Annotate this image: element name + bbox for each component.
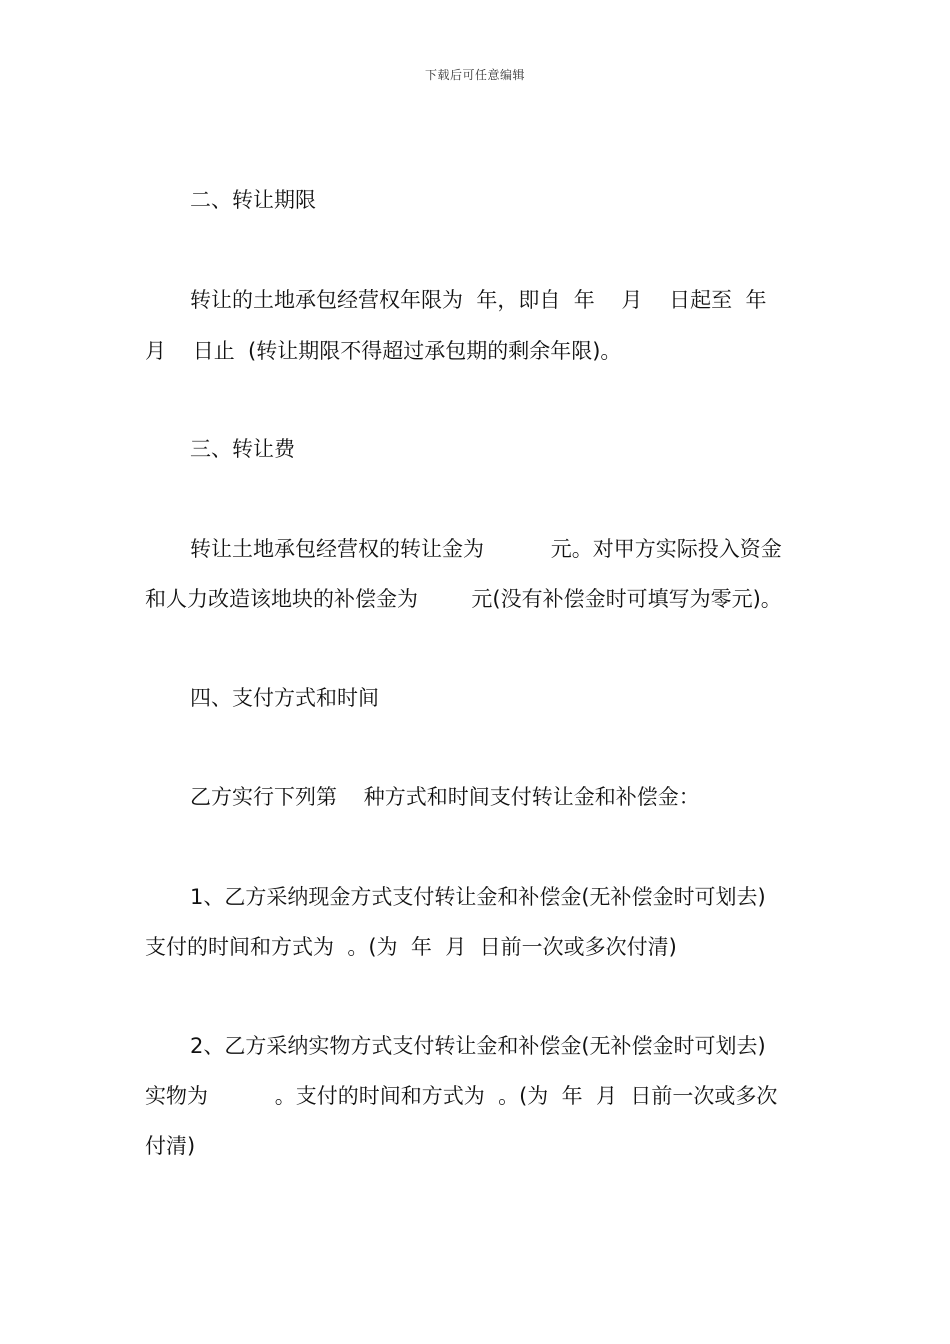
section-4-paragraph: 乙方实行下列第 种方式和时间支付转让金和补偿金： (190, 785, 700, 809)
page-header: 下载后可任意编辑 (424, 68, 525, 82)
section-3-paragraph-line-1: 转让土地承包经营权的转让金为 元。对甲方实际投入资金 (190, 537, 782, 561)
section-2-paragraph-line-1: 转让的土地承包经营权年限为 年，即自 年 月 日起至 年 (190, 288, 767, 312)
section-3-paragraph-line-2: 和人力改造该地块的补偿金为 元(没有补偿金时可填写为零元)。 (145, 587, 782, 611)
section-4-item-2-line-3: 付清) (145, 1134, 196, 1158)
section-3-heading: 三、转让费 (190, 437, 295, 461)
section-2-heading: 二、转让期限 (190, 188, 316, 212)
section-4-item-2-line-2: 实物为 。支付的时间和方式为 。(为 年 月 日前一次或多次 (145, 1084, 778, 1108)
section-4-item-2-line-1: 2、乙方采纳实物方式支付转让金和补偿金(无补偿金时可划去) (190, 1034, 766, 1058)
section-4-item-1-line-2: 支付的时间和方式为 。(为 年 月 日前一次或多次付清) (145, 935, 677, 959)
section-4-item-1-line-1: 1、乙方采纳现金方式支付转让金和补偿金(无补偿金时可划去) (190, 885, 766, 909)
section-2-paragraph-line-2: 月 日止 (转让期限不得超过承包期的剩余年限)。 (145, 339, 622, 363)
section-4-heading: 四、支付方式和时间 (190, 686, 379, 710)
